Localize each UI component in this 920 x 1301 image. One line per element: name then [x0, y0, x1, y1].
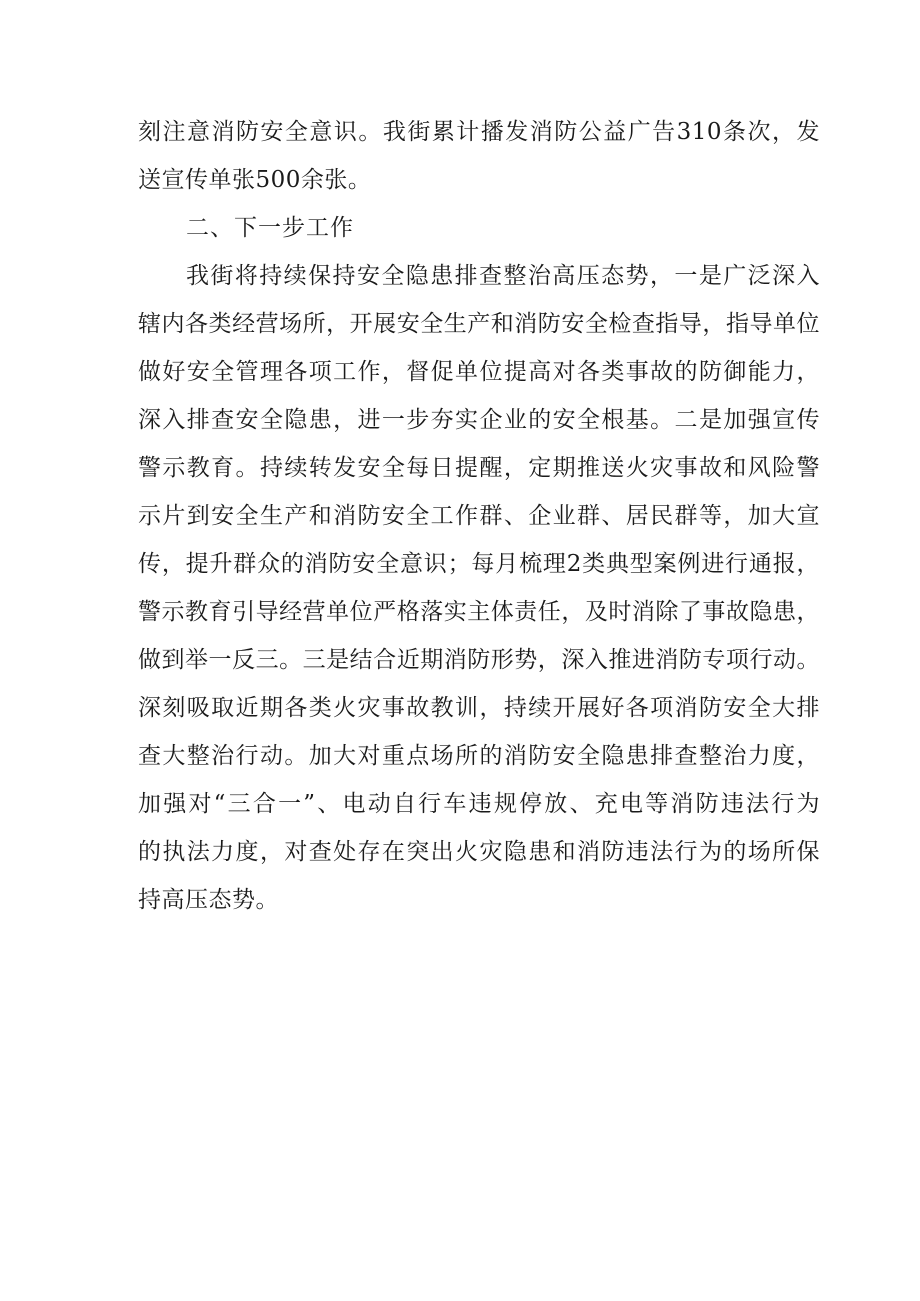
section-heading: 二、下一步工作: [186, 215, 354, 241]
paragraph-line: 做好安全管理各项工作，督促单位提高对各类事故的防御能力，: [138, 359, 820, 385]
paragraph-line: 警示教育。持续转发安全每日提醒，定期推送火灾事故和风险警: [138, 455, 820, 481]
paragraph-line: 深刻吸取近期各类火灾事故教训，持续开展好各项消防安全大排: [138, 695, 820, 721]
paragraph-line: 传，提升群众的消防安全意识；每月梳理2类典型案例进行通报，: [138, 551, 820, 577]
paragraph-line: 的执法力度，对查处存在突出火灾隐患和消防违法行为的场所保: [138, 839, 820, 865]
paragraph-line: 示片到安全生产和消防安全工作群、企业群、居民群等，加大宣: [138, 503, 820, 529]
paragraph-line: 持高压态势。: [138, 887, 279, 913]
paragraph-line: 警示教育引导经营单位严格落实主体责任，及时消除了事故隐患，: [138, 599, 820, 625]
paragraph-line: 查大整治行动。加大对重点场所的消防安全隐患排查整治力度，: [138, 743, 820, 769]
paragraph-line: 加强对“三合一”、电动自行车违规停放、充电等消防违法行为: [138, 791, 820, 817]
paragraph-line: 深入排查安全隐患，进一步夯实企业的安全根基。二是加强宣传: [138, 407, 820, 433]
paragraph-line: 辖内各类经营场所，开展安全生产和消防安全检查指导，指导单位: [138, 311, 820, 337]
paragraph-line: 刻注意消防安全意识。我街累计播发消防公益广告310条次，发: [138, 119, 820, 145]
paragraph-line: 做到举一反三。三是结合近期消防形势，深入推进消防专项行动。: [138, 647, 820, 673]
paragraph-line: 我街将持续保持安全隐患排查整治高压态势，一是广泛深入: [186, 263, 820, 289]
paragraph-line: 送宣传单张500余张。: [138, 167, 372, 193]
